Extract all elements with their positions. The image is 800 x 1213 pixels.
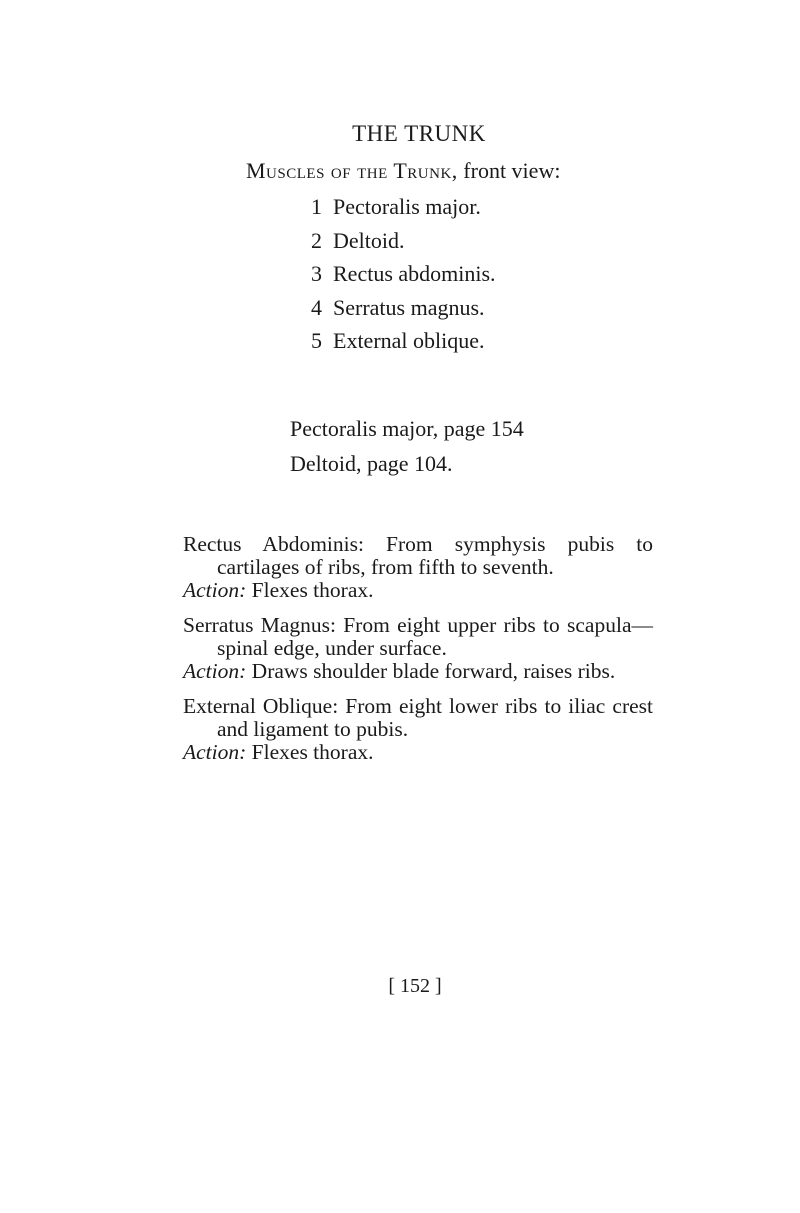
action-text: Flexes thorax. — [246, 578, 374, 602]
list-item — [311, 190, 496, 224]
list-item-name: Pectoralis major. — [333, 194, 481, 219]
section-subtitle — [246, 158, 560, 184]
entry-action — [183, 579, 653, 602]
list-item-number: 2 — [311, 227, 322, 253]
subtitle-small-caps: Muscles of the Trunk, — [246, 158, 458, 183]
subtitle-rest: front view: — [457, 158, 561, 183]
list-item-name: Serratus magnus. — [333, 294, 485, 320]
action-label: Action: — [183, 659, 247, 683]
list-item — [311, 257, 496, 291]
entry-description: Serratus Magnus: From eight upper ribs to scapula—spinal edge, under surface. — [183, 613, 653, 660]
page-references — [290, 411, 524, 481]
entry-action — [183, 741, 653, 764]
entry-external-oblique — [183, 695, 653, 764]
list-item-number: 4 — [311, 294, 322, 320]
reference-deltoid: Deltoid, page 104. — [290, 451, 453, 476]
list-item-name: External oblique. — [333, 328, 485, 353]
page-number: [ 152 ] — [388, 975, 442, 997]
list-item — [311, 324, 496, 358]
list-item-name: Deltoid. — [333, 227, 405, 253]
list-item-number: 5 — [311, 328, 322, 353]
action-label: Action: — [183, 578, 247, 602]
entry-description: External Oblique: From eight lower ribs to iliac crest and ligament to pubis. — [183, 694, 653, 741]
action-label: Action: — [183, 740, 247, 764]
entry-serratus-magnus — [183, 614, 653, 683]
muscle-list — [311, 190, 496, 358]
entry-description: Rectus Abdominis: From symphysis pubis to cartilages of ribs, from fifth to seventh. — [183, 532, 653, 579]
list-item — [311, 224, 496, 258]
action-text: Flexes thorax. — [246, 740, 374, 764]
chapter-title: THE TRUNK — [352, 121, 486, 146]
entry-rectus-abdominis — [183, 533, 653, 602]
reference-pectoralis: Pectoralis major, page 154 — [290, 416, 524, 441]
list-item-name: Rectus abdominis. — [333, 261, 496, 286]
list-item-number: 3 — [311, 261, 322, 286]
list-item — [311, 291, 496, 325]
action-text: Draws shoulder blade forward, raises ribs. — [246, 659, 616, 683]
list-item-number: 1 — [311, 194, 322, 219]
entry-action — [183, 660, 653, 683]
muscle-descriptions — [183, 533, 653, 776]
